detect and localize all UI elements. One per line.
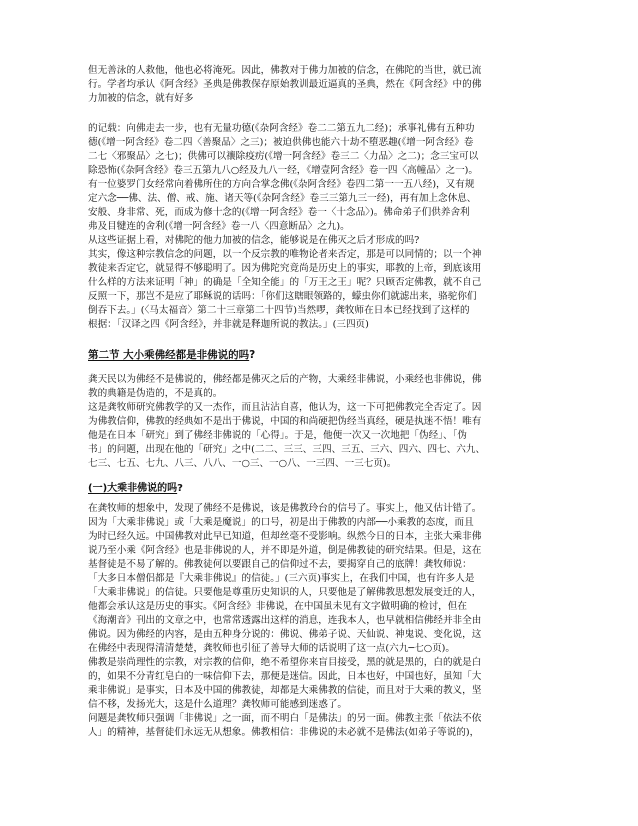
subsection-heading — [88, 481, 550, 496]
subsection-heading-text: (一)大乘非佛说的吗 — [88, 483, 178, 494]
subsection-heading-mark: ? — [177, 483, 183, 494]
spacer — [88, 363, 550, 373]
section-heading — [88, 348, 550, 363]
paragraph-evidence: 的记载：向佛走去一步，也有无量功德(《杂阿含经》卷二二第五九二经)；承事礼佛有五种功 德(《增一阿含经》卷二四〈善聚品〉之三)；被迫供佛也能六十劫不堕恶趣(《增一阿含经》卷 二七〈邪聚品〉之七)；供佛可以禳除疫疠(《增一阿含经》卷三二〈力品〉之二)；念三宝可以 除恐怖(《杂阿含经》卷三五第九八○经及九八一经，《增壹阿含经》卷一四〈高幢品〉之一)。 有一位婆罗门女经常向着佛所住的方向合掌念佛(《杂阿含经》卷四二第一一五八经)，又有规 定六念──佛、法、僧、戒、施、诸天等(《杂阿含经》卷三三第九三一经)，再有加上念休息、 安般、身非常、死，而成为修十念的(《增一阿含经》卷一〈十念品〉)。佛命弟子们供养舍利 弗及目犍连的舍利(《增一阿含经》卷一八〈四意断品〉之九)。 从这些证据上看，对佛陀的他力加被的信念，能够说是在佛灭之后才形成的吗? 其实，像这种宗教信念的问题，以一个反宗教的唯物论者来否定，那是可以同情的；以一个神 教徒来否定它，就显得不够聪明了。因为佛陀究竟尚是历史上的事实，耶教的上帝，到底该用 什么样的方法来证明「神」的确是「全知全能」的「万王之王」呢？只顾否定佛教，就不自己 反照一下，那岂不是应了耶稣说的话吗：「你们这瞎眼领路的，蠓虫你们就滤出来，骆驼你们 倒吞下去。」(〈马太福音〉第二十三章第二十四节)当然啰，龚牧师在日本已经找到了这样的 根据：「汉译之四《阿含经》，并非就是释迦所说的教法。」(三四页) — [88, 123, 482, 330]
section-heading-mark: ? — [249, 349, 256, 361]
spacer — [88, 471, 550, 481]
section-heading-text: 第二节 大小乘佛经都是非佛说的吗 — [88, 349, 250, 361]
paragraph-intro: 龚天民以为佛经不是佛说的，佛经都是佛灭之后的产物，大乘经非佛说，小乘经也非佛说，佛 教的典籍是伪造的，不是真的。 这是龚牧师研究佛教学的又一杰作，而且沾沾自喜，他认为，这一下可把佛教完全否定了。因 为佛教信仰，佛教的经典如不是出于佛说，中国的和尚硬把伪经当真经，硬是执迷不悟！唯有 他是在日本「研究」到了佛经非佛说的「心得」。于是，他便一次又一次地把「伪经」、「伪 书」的问题，出现在他的「研究」之中(二二、三三、三四、三五、三六、四六、四七、六九、 七三、七五、七九、八三、八八、一○三、一○八、一三四、一三七页)。 — [88, 374, 486, 469]
paragraph-continuation: 但无善泳的人救他，他也必将淹死。因此，佛教对于佛力加被的信念，在佛陀的当世，就已流 行。学者均承认《阿含经》圣典是佛教保存原始教训最近逼真的圣典，然在《阿含经》中的佛 力加被的信念，就有好多 — [88, 65, 482, 104]
spacer — [88, 332, 550, 348]
spacer — [88, 106, 550, 122]
document-page — [88, 64, 550, 740]
paragraph-body: 在龚牧师的想象中，发现了佛经不是佛说，该是佛教玲台的信号了。事实上，他又估计错了。 因为「大乘非佛说」或「大乘是魔说」的口号，初是出于佛教的内部──小乘教的态度，而且 为时已经久远。中国佛教对此早已知道，但却丝毫不受影响。纵然今日的日本，主张大乘非佛 说乃至小乘《阿含经》也是非佛说的人，并不即是外道，倒是佛教徒的研究结果。但是，这在 基督徒是不易了解的。佛教徒何以要跟自己的信仰过不去，要揭穿自己的底牌！龚牧师说： 「大多日本僧侣都是『大乘非佛说』的信徒。」(三六页)事实上，在我们中国，也有许多人是 「大乘非佛说」的信徒。只要他是尊重历史知识的人，只要他是了解佛教思想发展变迁的人， 他都会承认这是历史的事实。《阿含经》非佛说，在中国虽未见有文字做明确的检讨，但在 《海潮音》刊出的文章之中，也常常透露出这样的消息，连我本人，也早就相信佛经并非全由 佛说。因为佛经的内容，是由五种身分说的：佛说、佛弟子说、天仙说、神鬼说、变化说，这 在佛经中表现得清清楚楚，龚牧师也引征了善导大师的话说明了这一点(六九─七○页)。 佛教是崇尚理性的宗教，对宗教的信仰，绝不希望你来盲目接受，黑的就是黑的，白的就是白 的，如果不分青红皂白的一味信仰下去，那便是迷信。因此，日本也好，中国也好，虽知「大 乘非佛说」是事实，日本及中国的佛教徒，却都是大乘佛教的信徒，而且对于大乘的教义，坚 信不移，发扬光大，这是什么道理？龚牧师可能感到迷惑了。 问题是龚牧师只强调「非佛说」之一面，而不明白「是佛法」的另一面。佛教主张「依法不依 人」的精神，基督徒们永远无从想象。佛教相信：非佛说的未必就不是佛法(如弟子等说的)， — [88, 503, 482, 738]
